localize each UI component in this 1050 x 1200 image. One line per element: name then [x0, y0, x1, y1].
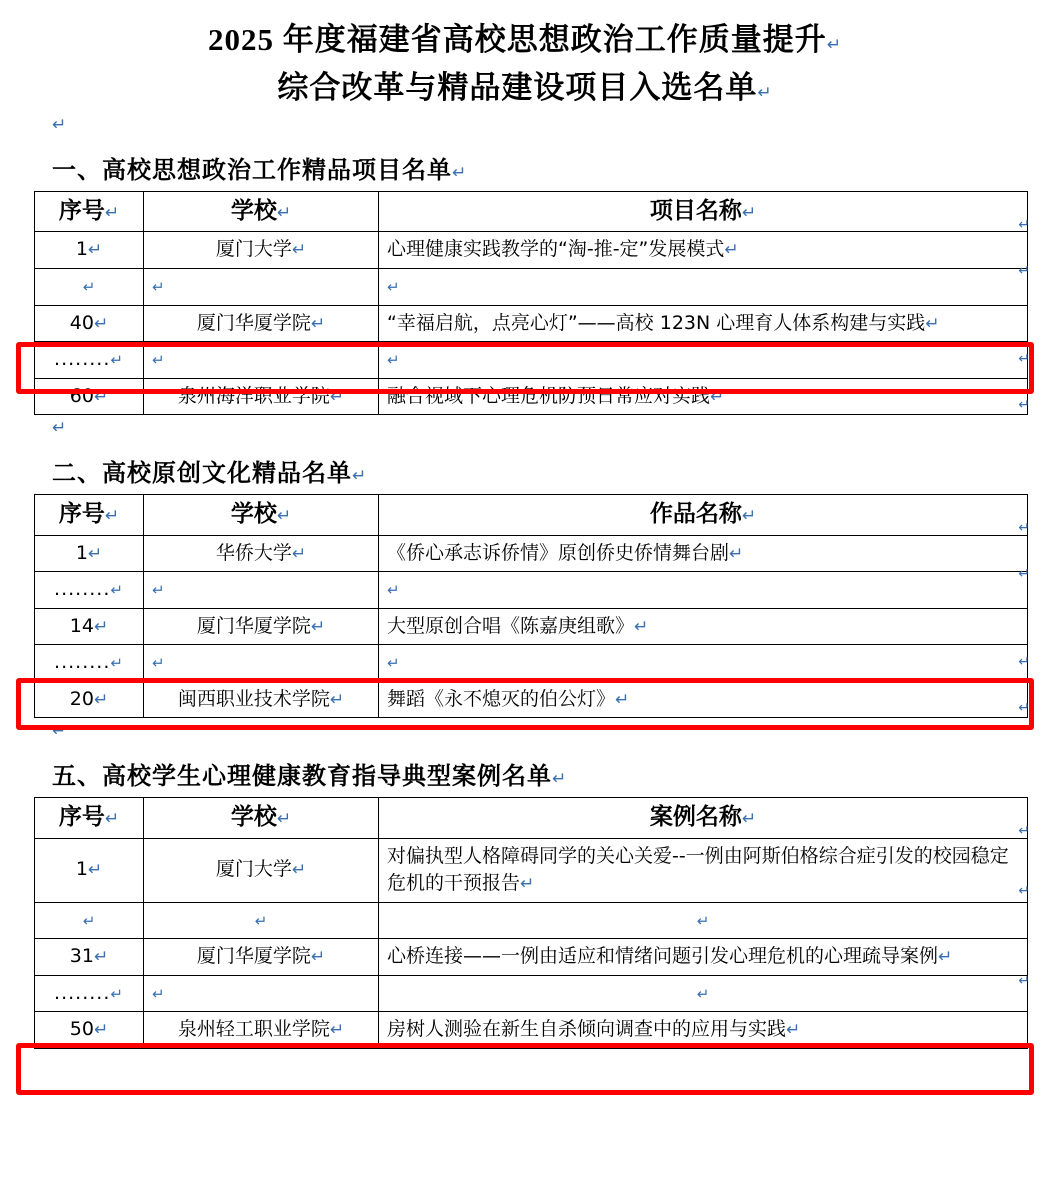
- paragraph-mark-icon: ↵: [110, 582, 124, 600]
- table-wrapper-2: [18, 494, 1032, 718]
- line-end-mark-icon: ↵: [1018, 262, 1030, 279]
- table-header-row: [35, 798, 1028, 838]
- paragraph-mark-icon: ↵: [786, 1020, 801, 1040]
- table-row: [35, 378, 1028, 415]
- paragraph-mark-icon: ↵: [387, 352, 400, 370]
- line-end-mark-icon: ↵: [1018, 519, 1030, 536]
- cell-name: 心理健康实践教学的“淘-推-定”发展模式↵: [379, 232, 1028, 269]
- paragraph-mark-icon: ↵: [741, 203, 757, 223]
- paragraph-mark-icon: ↵: [696, 912, 710, 930]
- table-row: [35, 268, 1028, 305]
- paragraph-mark-icon: ↵: [254, 912, 268, 930]
- cell-no: ........↵: [35, 342, 144, 379]
- title-line-1: 2025 年度福建省高校思想政治工作质量提升↵: [208, 22, 842, 57]
- paragraph-mark-icon: ↵: [152, 985, 165, 1003]
- table-row: [35, 681, 1028, 718]
- table-section-5: [34, 797, 1028, 1049]
- paragraph-mark-icon: ↵: [387, 655, 400, 673]
- column-header-school: 学校↵: [144, 192, 379, 232]
- line-end-mark-icon: ↵: [1018, 216, 1030, 233]
- cell-school: [144, 975, 379, 1012]
- paragraph-mark-icon: ↵: [93, 386, 109, 406]
- paragraph-mark-icon: ↵: [104, 203, 120, 223]
- paragraph-mark-icon: ↵: [938, 947, 953, 967]
- page-title: [18, 0, 1032, 112]
- cell-school: [144, 268, 379, 305]
- paragraph-mark-icon: ↵: [93, 1020, 109, 1040]
- paragraph-mark-icon: ↵: [87, 860, 103, 880]
- table-row: [35, 572, 1028, 609]
- cell-school: 闽西职业技术学院↵: [144, 681, 379, 718]
- line-end-mark-icon: ↵: [1018, 699, 1030, 716]
- cell-no: 1↵: [35, 232, 144, 269]
- cell-name: 心桥连接——一例由适应和情绪问题引发心理危机的心理疏导案例↵: [379, 939, 1028, 976]
- cell-name: [379, 268, 1028, 305]
- paragraph-mark-icon: ↵: [93, 689, 109, 709]
- paragraph-mark-icon: ↵: [925, 313, 940, 333]
- line-end-mark-icon: ↵: [1018, 396, 1030, 413]
- cell-name: 对偏执型人格障碍同学的关心关爱--一例由阿斯伯格综合症引发的校园稳定危机的干预报告↵: [379, 838, 1028, 902]
- paragraph-mark-icon: ↵: [741, 506, 757, 526]
- column-header-school: 学校↵: [144, 495, 379, 535]
- paragraph-mark-icon: ↵: [276, 203, 292, 223]
- column-header-no: 序号↵: [35, 192, 144, 232]
- paragraph-mark-icon: ↵: [93, 616, 109, 636]
- paragraph-mark-icon: ↵: [82, 278, 96, 296]
- paragraph-mark-icon: ↵: [310, 947, 326, 967]
- column-header-no: 序号↵: [35, 495, 144, 535]
- table-row: [35, 1012, 1028, 1049]
- paragraph-mark-icon: ↵: [291, 860, 307, 880]
- table-row: [35, 342, 1028, 379]
- paragraph-mark-icon: ↵: [104, 506, 120, 526]
- line-end-mark-icon: ↵: [1018, 882, 1030, 899]
- cell-school: 泉州海洋职业学院↵: [144, 378, 379, 415]
- paragraph-mark-icon: ↵: [87, 240, 103, 260]
- blank-paragraph: [18, 718, 1032, 744]
- cell-name: [379, 572, 1028, 609]
- table-row: [35, 535, 1028, 572]
- paragraph-mark-icon: ↵: [634, 616, 649, 636]
- paragraph-mark-icon: ↵: [110, 655, 124, 673]
- paragraph-mark-icon: ↵: [152, 655, 165, 673]
- line-end-mark-icon: ↵: [1018, 653, 1030, 670]
- paragraph-mark-icon: ↵: [741, 809, 757, 829]
- cell-no: ........↵: [35, 645, 144, 682]
- table-row: [35, 902, 1028, 939]
- paragraph-mark-icon: ↵: [93, 313, 109, 333]
- cell-school: 厦门华厦学院↵: [144, 608, 379, 645]
- cell-no: ........↵: [35, 572, 144, 609]
- paragraph-mark-icon: ↵: [52, 418, 67, 438]
- cell-name: “幸福启航，点亮心灯”——高校 123N 心理育人体系构建与实践↵: [379, 305, 1028, 342]
- paragraph-mark-icon: ↵: [310, 313, 326, 333]
- cell-name: [379, 972, 1030, 1012]
- cell-name: 《侨心承志诉侨情》原创侨史侨情舞台剧↵: [379, 535, 1028, 572]
- table-row: [35, 975, 1028, 1012]
- table-row: [35, 645, 1028, 682]
- table-row: [35, 232, 1028, 269]
- cell-school: 华侨大学↵: [144, 535, 379, 572]
- table-row-highlighted: [35, 939, 1028, 976]
- cell-no: ........↵: [35, 975, 144, 1012]
- cell-no: 1↵: [35, 838, 144, 902]
- section-heading-1: 一、高校思想政治工作精品项目名单↵: [52, 156, 468, 185]
- table-row-highlighted: [35, 608, 1028, 645]
- cell-school: 厦门华厦学院↵: [144, 305, 379, 342]
- paragraph-mark-icon: ↵: [52, 721, 67, 741]
- column-header-name: 案例名称↵: [379, 798, 1028, 838]
- paragraph-mark-icon: ↵: [329, 386, 345, 406]
- column-header-name: 作品名称↵: [379, 495, 1028, 535]
- cell-no: 1↵: [35, 535, 144, 572]
- cell-name: 融合视域下心理危机防预日常应对实践↵: [379, 378, 1028, 415]
- highlight-box-row-31: [16, 1043, 1034, 1095]
- paragraph-mark-icon: ↵: [329, 1020, 345, 1040]
- paragraph-mark-icon: ↵: [724, 240, 739, 260]
- column-header-name: 项目名称↵: [379, 192, 1028, 232]
- paragraph-mark-icon: ↵: [87, 543, 103, 563]
- paragraph-mark-icon: ↵: [52, 115, 67, 135]
- paragraph-mark-icon: ↵: [729, 543, 744, 563]
- cell-school: 厦门大学↵: [144, 232, 379, 269]
- blank-paragraph: [18, 415, 1032, 441]
- paragraph-mark-icon: ↵: [110, 985, 124, 1003]
- table-section-2: [34, 494, 1028, 718]
- cell-no: 40↵: [35, 305, 144, 342]
- table-section-1: [34, 191, 1028, 415]
- cell-school: [144, 572, 379, 609]
- paragraph-mark-icon: ↵: [520, 874, 535, 894]
- paragraph-mark-icon: ↵: [291, 240, 307, 260]
- paragraph-mark-icon: ↵: [152, 582, 165, 600]
- cell-no: [35, 902, 144, 939]
- paragraph-mark-icon: ↵: [696, 985, 710, 1003]
- cell-name: [379, 342, 1028, 379]
- line-end-mark-icon: ↵: [1018, 822, 1030, 839]
- cell-no: 31↵: [35, 939, 144, 976]
- blank-paragraph: [18, 112, 1032, 138]
- paragraph-mark-icon: ↵: [552, 769, 568, 789]
- cell-school: 泉州轻工职业学院↵: [144, 1012, 379, 1049]
- paragraph-mark-icon: ↵: [291, 543, 307, 563]
- cell-school: 厦门华厦学院↵: [144, 939, 379, 976]
- section-heading-2: 二、高校原创文化精品名单↵: [52, 459, 368, 488]
- paragraph-mark-icon: ↵: [310, 616, 326, 636]
- cell-no: 20↵: [35, 681, 144, 718]
- cell-no: [35, 268, 144, 305]
- table-row: [35, 838, 1028, 902]
- paragraph-mark-icon: ↵: [104, 809, 120, 829]
- paragraph-mark-icon: ↵: [826, 35, 842, 54]
- paragraph-mark-icon: ↵: [387, 278, 400, 296]
- section-heading-5: 五、高校学生心理健康教育指导典型案例名单↵: [52, 762, 568, 791]
- cell-school: [144, 902, 379, 939]
- table-header-row: [35, 495, 1028, 535]
- cell-school: 厦门大学↵: [144, 838, 379, 902]
- paragraph-mark-icon: ↵: [93, 947, 109, 967]
- paragraph-mark-icon: ↵: [387, 582, 400, 600]
- cell-school: [144, 645, 379, 682]
- title-line-2: 综合改革与精品建设项目入选名单↵: [277, 70, 773, 106]
- paragraph-mark-icon: ↵: [110, 352, 124, 370]
- paragraph-mark-icon: ↵: [757, 83, 773, 103]
- cell-school: [144, 342, 379, 379]
- paragraph-mark-icon: ↵: [276, 506, 292, 526]
- column-header-school: 学校↵: [144, 798, 379, 838]
- table-wrapper-3: [18, 797, 1032, 1049]
- cell-no: 60↵: [35, 378, 144, 415]
- paragraph-mark-icon: ↵: [452, 163, 468, 183]
- cell-name: 舞蹈《永不熄灭的伯公灯》↵: [379, 681, 1028, 718]
- table-wrapper-1: [18, 191, 1032, 415]
- column-header-no: 序号↵: [35, 798, 144, 838]
- paragraph-mark-icon: ↵: [615, 689, 630, 709]
- cell-no: 50↵: [35, 1012, 144, 1049]
- paragraph-mark-icon: ↵: [152, 278, 165, 296]
- paragraph-mark-icon: ↵: [82, 912, 96, 930]
- table-row-highlighted: [35, 305, 1028, 342]
- paragraph-mark-icon: ↵: [152, 352, 165, 370]
- cell-name: 房树人测验在新生自杀倾向调查中的应用与实践↵: [379, 1012, 1028, 1049]
- table-header-row: [35, 192, 1028, 232]
- paragraph-mark-icon: ↵: [352, 466, 368, 486]
- cell-name: [379, 645, 1028, 682]
- line-end-mark-icon: ↵: [1018, 972, 1030, 989]
- paragraph-mark-icon: ↵: [710, 386, 725, 406]
- paragraph-mark-icon: ↵: [329, 689, 345, 709]
- paragraph-mark-icon: ↵: [276, 809, 292, 829]
- cell-no: 14↵: [35, 608, 144, 645]
- cell-name: 大型原创合唱《陈嘉庚组歌》↵: [379, 608, 1028, 645]
- line-end-mark-icon: ↵: [1018, 565, 1030, 582]
- cell-name: [379, 902, 1028, 939]
- line-end-mark-icon: ↵: [1018, 350, 1030, 367]
